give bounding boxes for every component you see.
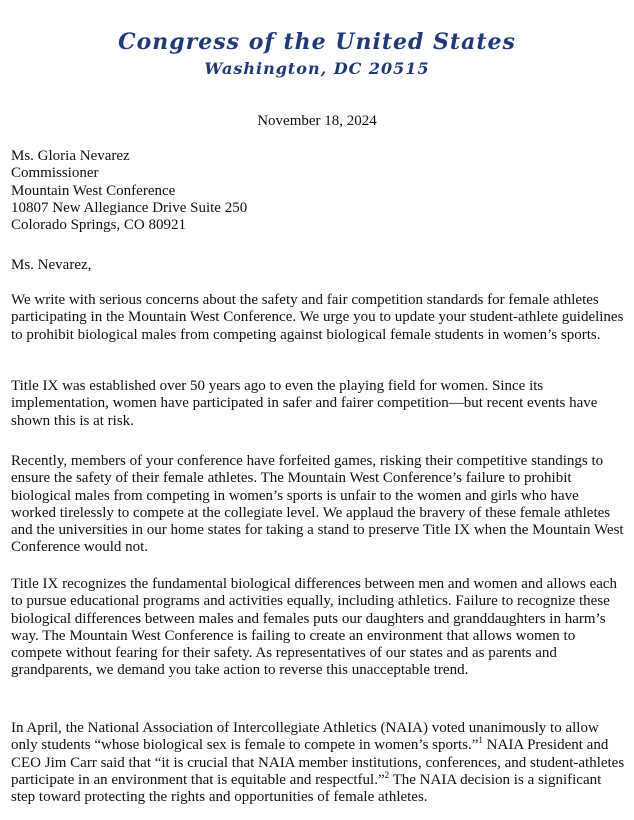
letterhead [0, 28, 634, 80]
letter-date: November 18, 2024 [257, 113, 377, 129]
address-line-organization: Mountain West Conference [11, 182, 176, 199]
address-line-street: 10807 New Allegiance Drive Suite 250 [11, 199, 248, 216]
paragraph-5-part-2: NAIA President and CEO Jim Carr said that “it is crucial that NAIA member institutions, conferences, and student-athletes participate in an environment that is equitable and respectful.” [11, 737, 625, 788]
footnote-ref-2: 2 [384, 769, 390, 780]
paragraph-5 [11, 720, 627, 806]
paragraph-5-part-3: The NAIA decision is a significant step toward protecting the rights and opportunities of female athletes. [11, 771, 602, 806]
paragraph-4: Title IX recognizes the fundamental biological differences between men and women and allows each to pursue educational programs and activities equally, including athletics. Failure to recognize these biological differences between males and females puts our daughters and granddaughters in harm’s way. The Mountain West Conference is failing to create an environment that allows women to compete without fearing for their safety. As representatives of our states and as parents and grandparents, we demand you take action to reverse this unacceptable trend. [11, 576, 618, 679]
salutation: Ms. Nevarez, [11, 257, 92, 273]
letterhead-subtitle: Washington, DC 20515 [204, 59, 430, 78]
address-line-city: Colorado Springs, CO 80921 [11, 217, 187, 234]
address-line-title: Commissioner [11, 165, 99, 182]
paragraph-1: We write with serious concerns about the safety and fair competition standards for female athletes participating in the Mountain West Conference. We urge you to update your student-athlete guidelines to prohibit biological males from competing against biological female students in women’s sports. [11, 292, 624, 343]
address-line-name: Ms. Gloria Nevarez [11, 148, 130, 164]
footnote-ref-1: 1 [478, 735, 483, 746]
paragraph-2: Title IX was established over 50 years ago to even the playing field for women. Since its implementation, women have participated in safer and fairer competition—but recent events have shown this is at risk. [11, 378, 598, 429]
paragraph-3: Recently, members of your conference have forfeited games, risking their competitive standings to ensure the safety of their female athletes. The Mountain West Conference’s failure to prohibit biological males from competing in women’s sports is unfair to the women and girls who have worked tirelessly to compete at the collegiate level. We applaud the bravery of these female athletes and the universities in our home states for taking a stand to preserve Title IX when the Mountain West Conference would not. [11, 453, 624, 556]
letterhead-title: Congress of the United States [118, 29, 516, 55]
recipient-address [11, 148, 627, 234]
paragraph-5-part-1: In April, the National Association of Intercollegiate Athletics (NAIA) voted unanimously to allow only students “whose biological sex is female to compete in women’s sports.” [11, 720, 599, 754]
